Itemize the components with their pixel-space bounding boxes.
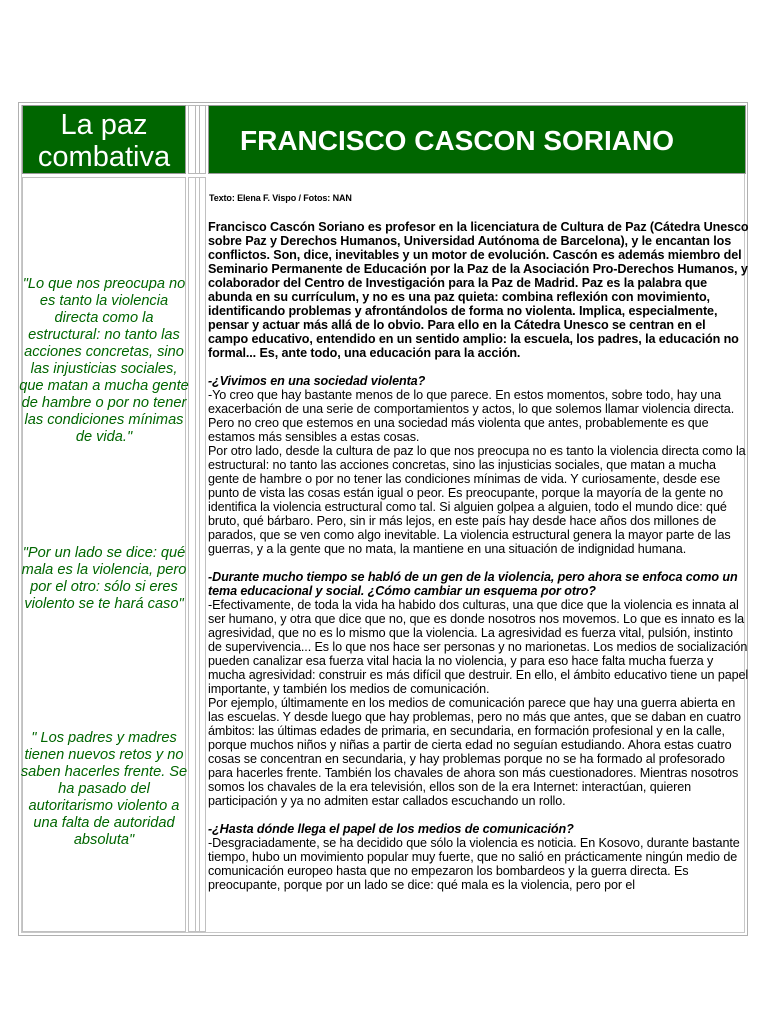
answer-paragraph: Por otro lado, desde la cultura de paz lo que nos preocupa no es tanto la violencia directa como la estructural: no tanto las acciones concretas, sino las injusticias sociales, que matan a mucha gente de hambre o por no tener las condiciones mínimas de vida. Y curiosamente, desde ese punto de vista las cosas están igual o peor. Es preocupante, porque la mayoría de la gente no identifica la violencia estructural como tal. Si alguien golpea a alguien, todo el mundo dice: qué bruto, qué bárbaro. Pero, sin ir más lejos, en este país hay desde hace años dos millones de parados, que se ven como algo inevitable. La violencia estructural genera la mayor parte de las guerras, y a la gente que no mata, la mantiene en una situación de indignidad humana. (208, 444, 746, 556)
interview-question-2: -Durante mucho tiempo se habló de un gen de la violencia, pero ahora se enfoca como un tema educacional y social. ¿Cómo cambiar un esquema por otro? (208, 570, 738, 598)
interview-answer-1 (208, 388, 749, 556)
interview-answer-3 (208, 836, 749, 892)
column-separator (188, 177, 206, 932)
pull-quote-1: "Lo que nos preocupa no es tanto la violencia directa como la estructural: no tanto las acciones concretas, sino las injusticias sociales, que matan a mucha gente de hambre o por no tener las condiciones mínimas de vida." (19, 276, 189, 445)
article-credit: Texto: Elena F. Vispo / Fotos: NAN (209, 193, 352, 203)
interview-question-1: -¿Vivimos en una sociedad violenta? (208, 374, 426, 388)
section-title (22, 105, 186, 174)
answer-paragraph: -Efectivamente, de toda la vida ha habido dos culturas, una que dice que la violencia es innata al ser humano, y otra que dice que no, que es donde nosotros nos movemos. Lo que es innato es la agresividad, que no es lo mismo que la violencia. La agresividad es fuerza vital, pulsión, instinto de supervivencia... Es lo que nos hace ser personas y no marionetas. Los medios de socialización pueden canalizar esa fuerza vital hacia la no violencia, y para eso hace falta mucha fuerza y mucha agresividad: construir es más difícil que destruir. En ello, el ámbito educativo tiene un papel importante, y también los medios de comunicación. (208, 598, 749, 696)
answer-paragraph: -Desgraciadamente, se ha decidido que sólo la violencia es noticia. En Kosovo, durante bastante tiempo, hubo un movimiento popular muy fuerte, que no salió en prácticamente ningún medio de comunicación europeo hasta que no empezaron los bombardeos y la guerra directa. Es preocupante, porque por un lado se dice: qué mala es la violencia, pero por el (208, 836, 740, 892)
answer-paragraph: -Yo creo que hay bastante menos de lo que parece. En estos momentos, sobre todo, hay una exacerbación de una serie de comportamientos y actos, lo que solemos llamar violencia directa. Pero no creo que estemos en una sociedad más violenta que antes, probablemente es que estamos más sensibles a estas cosas. (208, 388, 735, 444)
article-body (208, 192, 749, 906)
answer-paragraph: Por ejemplo, últimamente en los medios de comunicación parece que hay una guerra abierta en las escuelas. Y desde luego que hay problemas, pero no más que antes, que se daban en cuatro ámbitos: las últimas edades de primaria, en secundaria, en formación profesional y en la calle, porque muchos niños y niñas a partir de cierta edad no seguían estudiando. Ahora estas cuatro cosas se concentran en secundaria, y hay problemas porque no se ha formado al profesorado para hacerles frente. También los chavales de ahora son más cuestionadores. Mientras nosotros somos los chavales de la era televisión, ellos son de la era Internet: interactúan, quieren participación y ya no admiten estar callados escuchando un rollo. (208, 696, 741, 808)
interview-question-3: -¿Hasta dónde llega el papel de los medios de comunicación? (208, 822, 574, 836)
pull-quote-3: " Los padres y madres tienen nuevos retos y no saben hacerles frente. Se ha pasado del autoritarismo violento a una falta de autoridad absoluta" (20, 730, 188, 848)
article-title: FRANCISCO CASCON SORIANO (208, 105, 746, 174)
article-intro: Francisco Cascón Soriano es profesor en la licenciatura de Cultura de Paz (Cátedra Unesco sobre Paz y Derechos Humanos, Universidad Autónoma de Barcelona), y le encantan los conflictos. Son, dice, inevitables y un motor de evolución. Cascón es además miembro del Seminario Permanente de Educación por la Paz de la Asociación Pro-Derechos Humanos, y colaborador del Centro de Investigación para la Paz de Madrid. Paz es la palabra que abunda en su currículum, y no es una paz quieta: combina reflexión con movimiento, identificando problemas y afrontándolos de forma no violenta. Implica, especialmente, pensar y actuar más allá de lo obvio. Para ello en la Cátedra Unesco se centran en el campo educativo, entendido en un sentido amplio: la escuela, los padres, la educación no formal... Es, ante todo, una educación para la acción. (208, 220, 749, 360)
interview-answer-2 (208, 598, 749, 808)
section-title-line1: La paz (60, 109, 148, 141)
pull-quote-2: "Por un lado se dice: qué mala es la violencia, pero por el otro: sólo si eres violento se te hará caso" (21, 545, 187, 612)
section-title-line2: combativa (37, 141, 171, 173)
header-separator (188, 105, 206, 174)
